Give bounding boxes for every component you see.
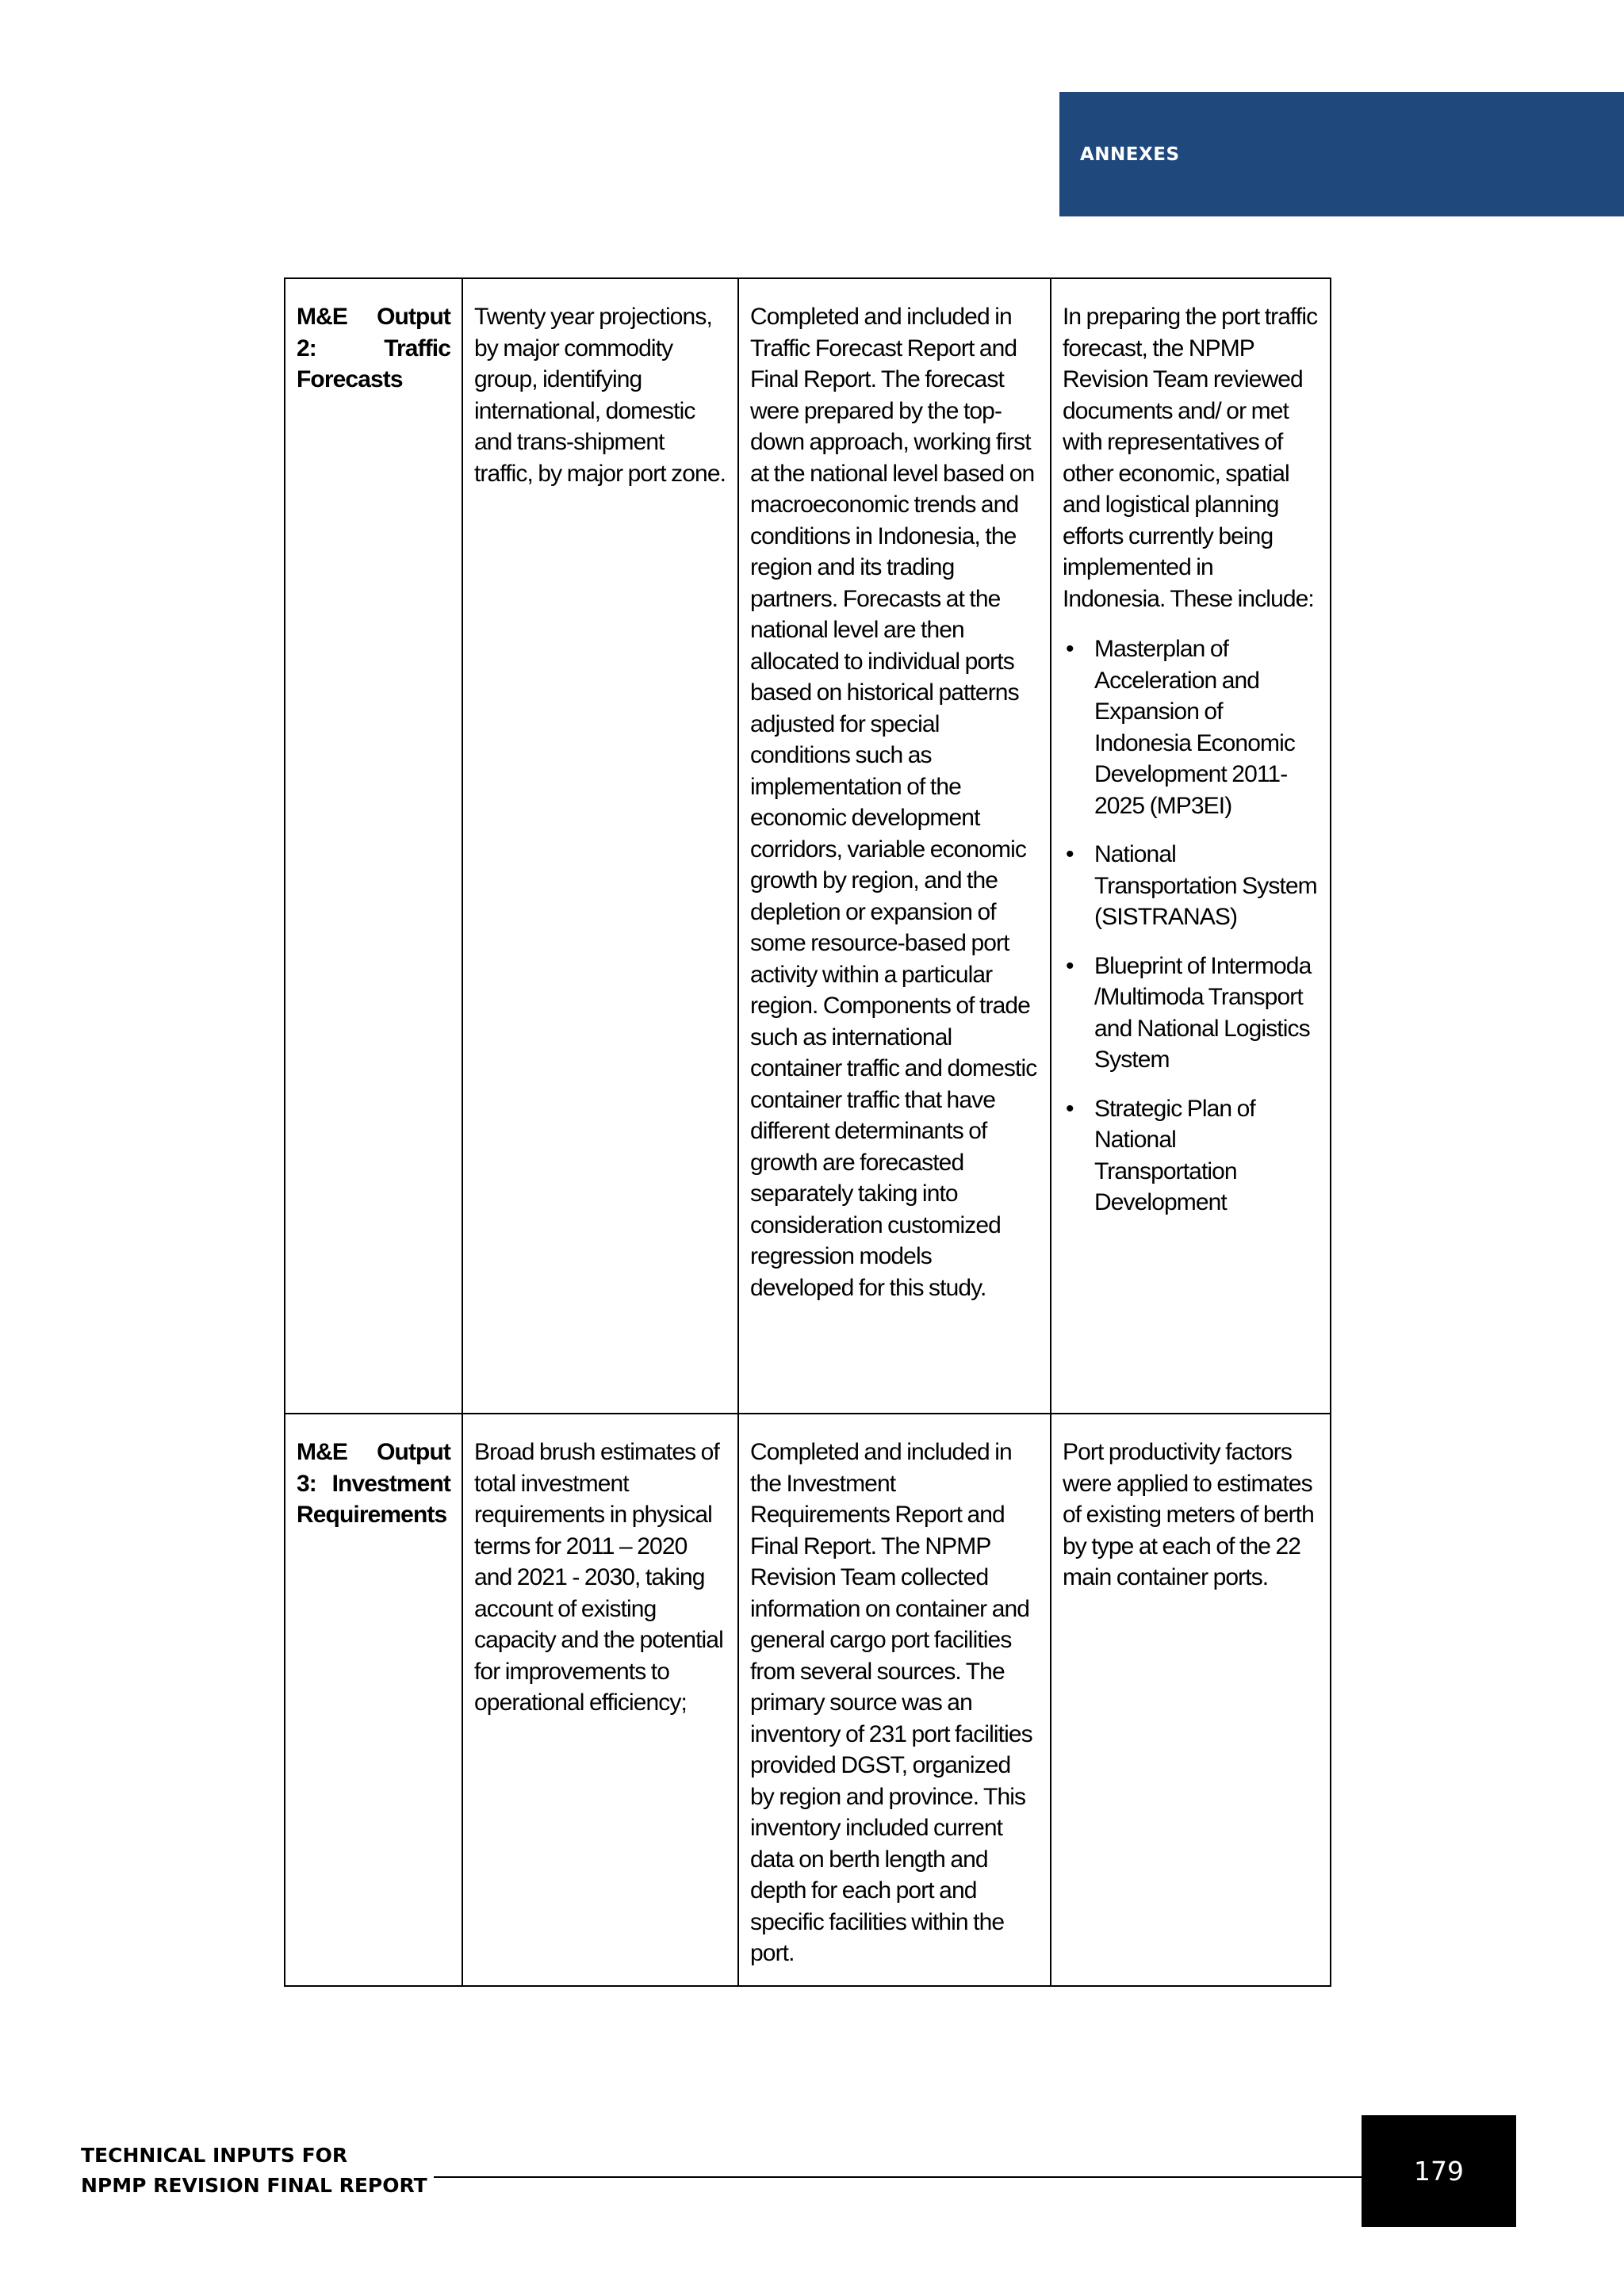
page-number: 179 (1414, 2156, 1464, 2187)
output-cell (462, 1414, 738, 1986)
list-item: • Blueprint of Intermoda /Multimoda Transport and National Logistics System (1094, 951, 1319, 1076)
footer-report-title (81, 2141, 427, 2201)
row-label-cell (285, 278, 462, 1414)
table-row (285, 1414, 1331, 1986)
output-cell (462, 278, 738, 1414)
list-item: • Masterplan of Acceleration and Expansion of Indonesia Economic Development 2011-2025 (MP3EI) (1094, 633, 1319, 821)
status-cell (738, 1414, 1051, 1986)
status-text: Completed and included in the Investment Requirements Report and Final Report. The NPMP Revision Team collected information on container and general cargo port facilities from several sources. The primary source was an inventory of 231 port facilities provided DGST, organized by region and province. This inventory included current data on berth length and depth for each port and specific facilities within the port. (750, 1439, 1032, 1966)
list-item: • National Transportation System (SISTRANAS) (1094, 839, 1319, 933)
row-label: M&E Output 2: Traffic Forecasts (297, 304, 450, 392)
notes-cell (1051, 278, 1331, 1414)
page-number-box (1362, 2115, 1516, 2227)
table-row (285, 278, 1331, 1414)
output-text: Twenty year projections, by major commodity group, identifying international, domestic and trans-shipment traffic, by major port zone. (474, 304, 726, 487)
footer-divider (434, 2176, 1362, 2178)
section-title: ANNEXES (1080, 144, 1180, 165)
row-label: M&E Output 3: Investment Requirements (297, 1439, 450, 1528)
status-cell (738, 278, 1051, 1414)
list-item: • Strategic Plan of National Transportation Development (1094, 1093, 1319, 1219)
footer-line-2: NPMP REVISION FINAL REPORT (81, 2174, 427, 2197)
notes-text: In preparing the port traffic forecast, the NPMP Revision Team reviewed documents and/ or met with representatives of other economic, spatial and logistical planning efforts currently being implemented in Indonesia. These include: (1063, 304, 1318, 612)
status-text: Completed and included in Traffic Forecast Report and Final Report. The forecast were prepared by the top-down approach, working first at the national level based on macroeconomic trends and conditions in Indonesia, the region and its trading partners. Forecasts at the national level are then allocated to individual ports based on historical patterns adjusted for special conditions such as implementation of the economic development corridors, variable economic growth by region, and the depletion or expansion of some resource-based port activity within a particular region. Components of trade such as international container traffic and domestic container traffic that have different determinants of growth are forecasted separately taking into consideration customized regression models developed for this study. (750, 304, 1037, 1301)
row-label-cell (285, 1414, 462, 1986)
footer-line-1: TECHNICAL INPUTS FOR (81, 2144, 348, 2167)
notes-text: Port productivity factors were applied to estimates of existing meters of berth by type at each of the 22 main container ports. (1063, 1439, 1314, 1590)
notes-cell (1051, 1414, 1331, 1986)
output-text: Broad brush estimates of total investment requirements in physical terms for 2011 – 2020 and 2021 - 2030, taking account of existing capacity and the potential for improvements to operational efficiency; (474, 1439, 723, 1716)
notes-bullet-list (1063, 633, 1319, 1219)
section-header-band (1059, 92, 1624, 216)
annex-table (284, 277, 1331, 1987)
